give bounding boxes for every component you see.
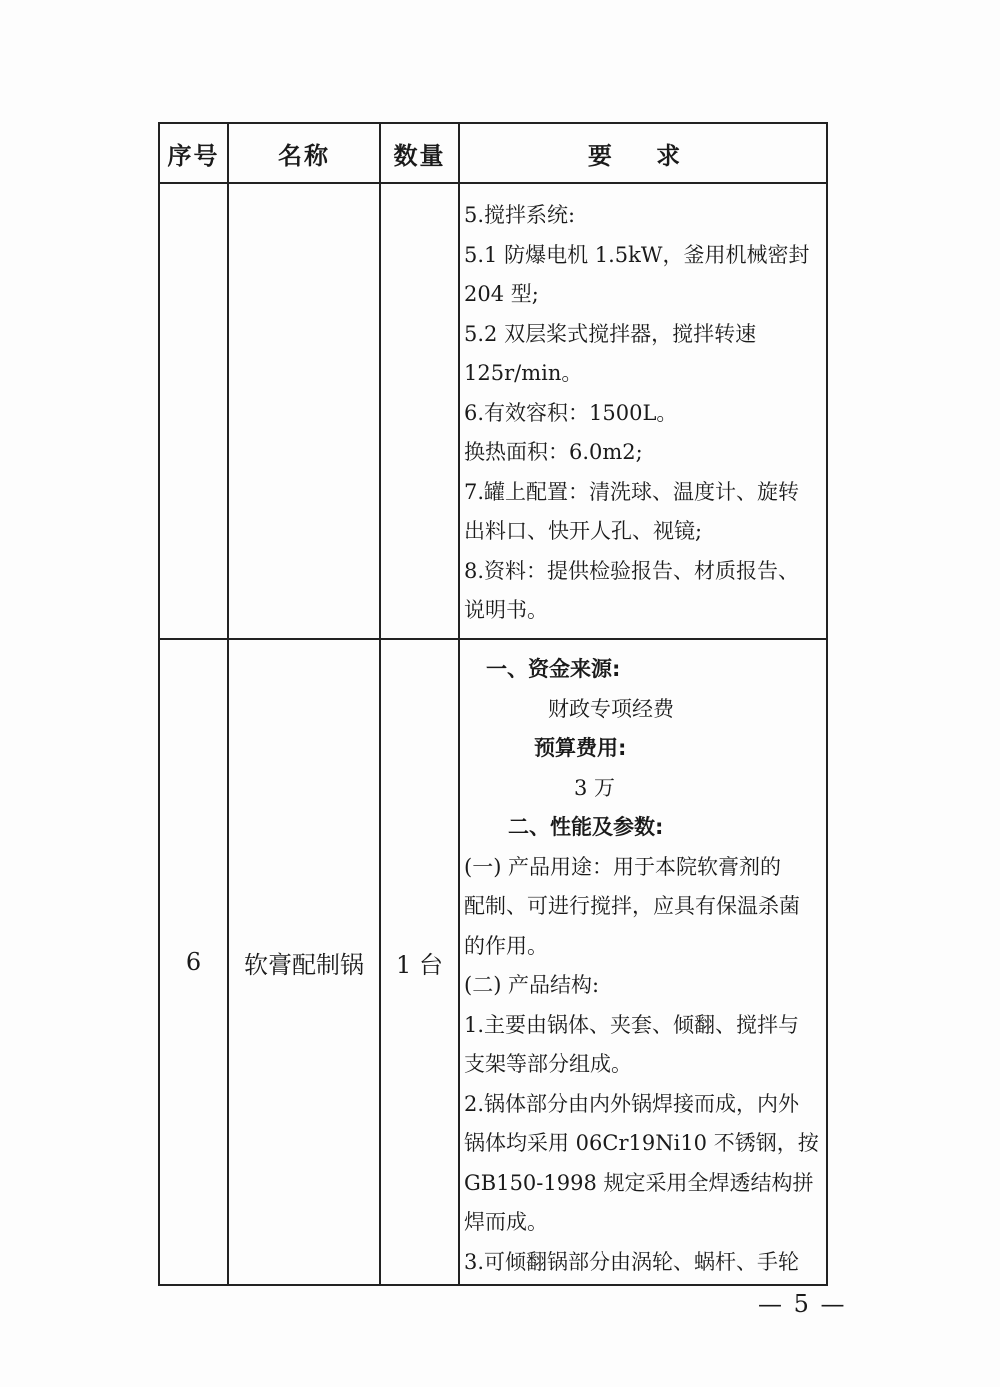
req-line: 锅体均采用 06Cr19Ni10 不锈钢，按 [464, 1131, 819, 1155]
req-line: 支架等部分组成。 [464, 1052, 632, 1076]
req-line: 125r/min。 [464, 361, 583, 385]
cell-no [159, 183, 228, 639]
cell-name: 软膏配制锅 [228, 639, 380, 1285]
cell-qty [380, 183, 459, 639]
req-line: 焊而成。 [464, 1210, 548, 1234]
requirements-table [158, 122, 828, 1286]
req-line: 二、性能及参数: [508, 815, 664, 839]
req-line: GB150-1998 规定采用全焊透结构拼 [464, 1170, 814, 1195]
req-line: 的作用。 [464, 933, 548, 958]
req-line: 3.可倾翻锅部分由涡轮、蜗杆、手轮 [464, 1249, 800, 1274]
table-row [159, 183, 827, 639]
req-line: 2.锅体部分由内外锅焊接而成，内外 [464, 1091, 800, 1116]
page-number: — 5 — [758, 1290, 847, 1318]
req-line: 财政专项经费 [548, 696, 674, 721]
req-line: 204 型; [464, 282, 539, 306]
req-line: (一) 产品用途：用于本院软膏剂的 [464, 854, 782, 879]
table-header-row [159, 123, 827, 183]
header-no: 序号 [159, 123, 228, 183]
header-requirements: 要 求 [459, 123, 827, 183]
req-line: 3 万 [574, 775, 616, 800]
header-name: 名称 [228, 123, 380, 183]
header-qty: 数量 [380, 123, 459, 183]
req-line: 1.主要由锅体、夹套、倾翻、搅拌与 [464, 1012, 800, 1037]
req-line: 8.资料：提供检验报告、材质报告、 [464, 558, 800, 583]
req-line: 换热面积：6.0m2; [464, 440, 643, 464]
cell-qty: 1 台 [380, 639, 459, 1285]
cell-name [228, 183, 380, 639]
req-line: 出料口、快开人孔、视镜; [464, 519, 703, 543]
req-line: 预算费用: [534, 736, 627, 760]
cell-no: 6 [159, 639, 228, 1285]
table-row [159, 639, 827, 1285]
req-line: (二) 产品结构: [464, 973, 600, 997]
cell-requirements [459, 639, 827, 1285]
req-line: 7.罐上配置：清洗球、温度计、旋转 [464, 479, 800, 504]
req-line: 5.1 防爆电机 1.5kW，釜用机械密封 [464, 242, 810, 267]
cell-requirements [459, 183, 827, 639]
req-line: 一、资金来源: [486, 657, 621, 681]
req-line: 5.搅拌系统: [464, 203, 576, 227]
req-line: 说明书。 [464, 598, 548, 622]
req-line: 6.有效容积：1500L。 [464, 400, 678, 425]
req-line: 5.2 双层桨式搅拌器，搅拌转速 [464, 321, 757, 346]
req-line: 配制、可进行搅拌，应具有保温杀菌 [464, 894, 800, 918]
